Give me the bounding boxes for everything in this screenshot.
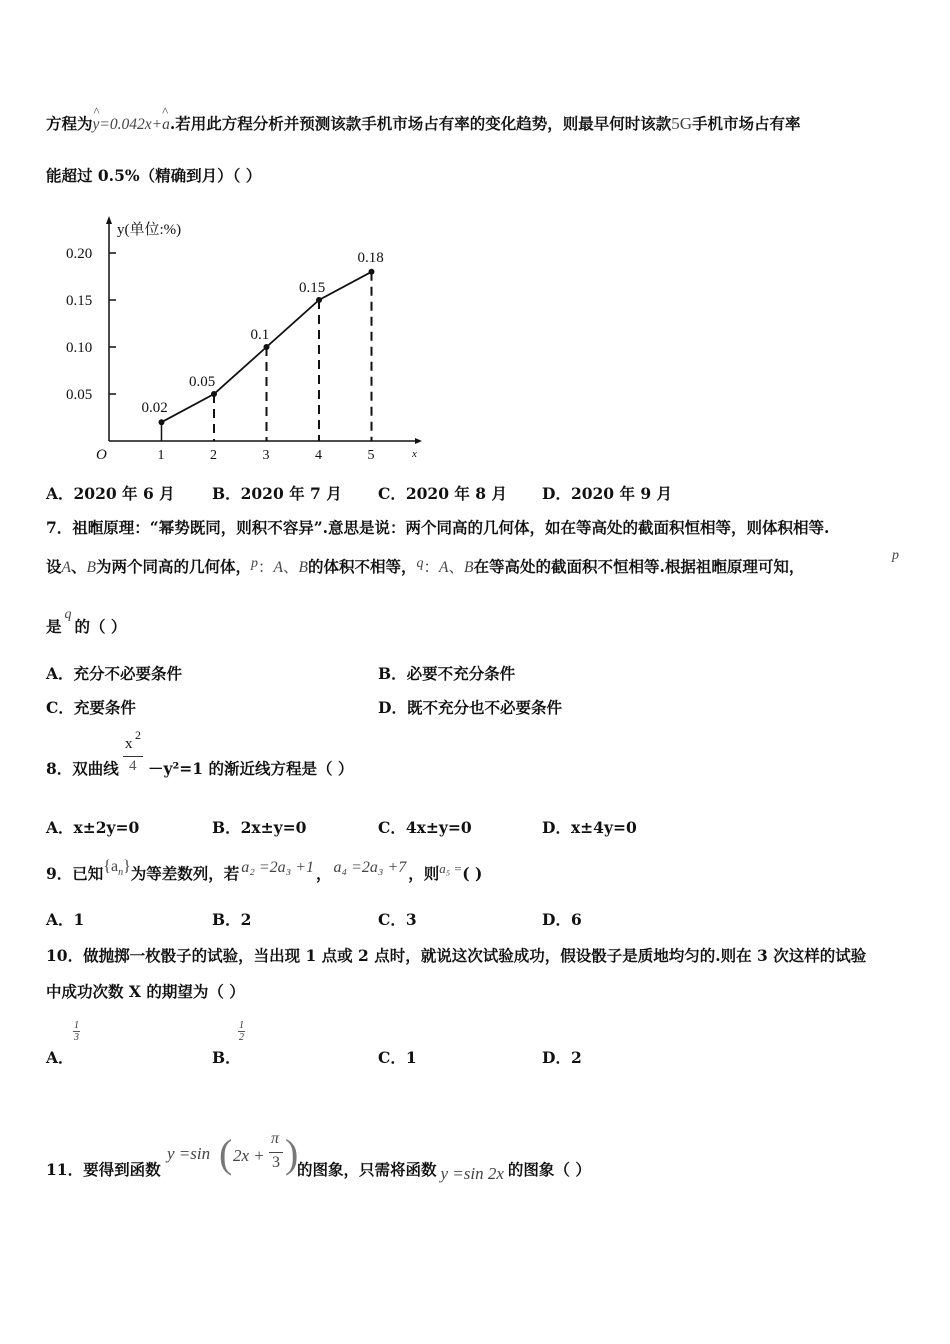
q10-option-b[interactable]: B．	[212, 1048, 241, 1067]
q6-text: .若用此方程分析并预测该款手机市场占有率的变化趋势，则最早何时该款	[169, 114, 672, 133]
q10-line-1: 10．做抛掷一枚骰子的试验，当出现 1 点或 2 点时，就说这次试验成功，假设骰子是质地均匀的.则在 3 次这样的试验	[46, 946, 867, 965]
q6-text: 方程为	[46, 114, 93, 133]
fraction-bar	[123, 756, 143, 757]
q6-text: 手机市场占有率	[692, 114, 801, 133]
q8-option-d[interactable]: D．x±4y=0	[542, 818, 637, 837]
x-tick-label: 4	[315, 448, 322, 463]
q8-option-a[interactable]: A．x±2y=0	[46, 818, 140, 837]
y-axis-label: y(单位:%)	[117, 222, 182, 238]
q10-option-d[interactable]: D．2	[542, 1048, 582, 1067]
x-tick-label: 5	[367, 448, 375, 463]
q10-option-c[interactable]: C．1	[378, 1048, 417, 1067]
data-label: 0.15	[299, 280, 326, 296]
hat-mark: ^	[93, 104, 100, 119]
data-point	[369, 269, 375, 275]
x-tick-label: 1	[157, 448, 165, 463]
y-tick-label: 0.05	[66, 387, 93, 403]
data-point	[316, 297, 322, 303]
q6-option-b[interactable]: B．2020 年 7 月	[212, 484, 342, 503]
data-point	[264, 344, 270, 350]
y-tick-label: 0.10	[66, 340, 93, 356]
x-tick-label: 2	[210, 448, 217, 463]
q7-option-a[interactable]: A．充分不必要条件	[46, 664, 183, 683]
fraction-bar	[269, 1152, 283, 1153]
q7-option-c[interactable]: C．充要条件	[46, 698, 136, 717]
q7-line-1: 7．祖暅原理：“幂势既同，则积不容异”.意思是说：两个同高的几何体，如在等高处的截面积恒相等，则体积相等.	[46, 518, 830, 537]
q6-option-a[interactable]: A．2020 年 6 月	[46, 484, 175, 503]
q7-line-3: 是q的（ ）	[46, 607, 127, 636]
q9-option-d[interactable]: D．6	[542, 910, 582, 929]
y-tick-label: 0.15	[66, 293, 93, 309]
left-paren: (	[219, 1131, 233, 1176]
q6-option-d[interactable]: D．2020 年 9 月	[542, 484, 673, 503]
origin-label: O	[96, 447, 107, 463]
x-axis-label: x	[412, 448, 417, 460]
x-axis-arrow	[415, 438, 422, 444]
q10-option-b-fraction: 1 2	[239, 1020, 244, 1043]
right-paren: )	[285, 1131, 299, 1176]
q11-equation-1: y =sin ( 2x + π 3 )	[167, 1130, 299, 1176]
q6-equation: ^ y=0.042x+ ^ a	[92, 104, 170, 133]
q6-5g: 5G	[671, 114, 693, 133]
q8-option-c[interactable]: C．4x±y=0	[378, 818, 472, 837]
y-tick-label: 0.20	[66, 246, 93, 262]
data-label: 0.18	[357, 249, 384, 266]
market-share-chart	[60, 212, 430, 472]
q10-option-a-fraction: 1 3	[74, 1020, 79, 1043]
q9-seq: $\{a_n\}$	[103, 858, 131, 879]
q8-pre: 8．双曲线	[46, 759, 119, 778]
q8-post: －y²=1 的渐近线方程是（ ）	[148, 759, 354, 778]
hat-mark: ^	[162, 104, 169, 119]
q6-line-2: 能超过 0.5%（精确到月）（ ）	[46, 166, 262, 185]
q6-option-c[interactable]: C．2020 年 8 月	[378, 484, 507, 503]
q9-option-a[interactable]: A．1	[46, 910, 85, 929]
q9-line: 9．已知$\{a_n\}$为等差数列，若 a₂ =2a₃ +1 ， a₄ =2a₃ +7 ，则$^{a_5 =}$( )	[46, 858, 483, 883]
q9-option-b[interactable]: B．2	[212, 910, 252, 929]
y-axis-arrow	[106, 216, 112, 224]
x-tick-label: 3	[262, 448, 270, 463]
q7-line-2: 设A、B为两个同高的几何体，p：A、B的体积不相等，q：A、B在等高处的截面积不恒相等.根据祖暅原理可知， p	[46, 548, 899, 576]
q7-option-d[interactable]: D．既不充分也不必要条件	[378, 698, 562, 717]
q9-option-c[interactable]: C．3	[378, 910, 417, 929]
q10-line-2: 中成功次数 X 的期望为（ ）	[46, 982, 245, 1001]
q8-option-b[interactable]: B．2x±y=0	[212, 818, 307, 837]
q11-pre: 11．要得到函数	[46, 1160, 161, 1179]
q6-line-1	[46, 104, 801, 134]
data-point	[211, 391, 217, 397]
chart-marks	[142, 250, 384, 441]
data-point	[159, 419, 165, 425]
data-label: 0.05	[189, 374, 216, 390]
data-label: 0.1	[250, 327, 270, 343]
data-label: 0.02	[141, 400, 168, 417]
q7-option-b[interactable]: B．必要不充分条件	[378, 664, 516, 683]
q10-option-a[interactable]: A．	[46, 1048, 74, 1067]
q11-mid: 的图象，只需将函数 y =sin 2x 的图象（ ）	[297, 1160, 591, 1183]
